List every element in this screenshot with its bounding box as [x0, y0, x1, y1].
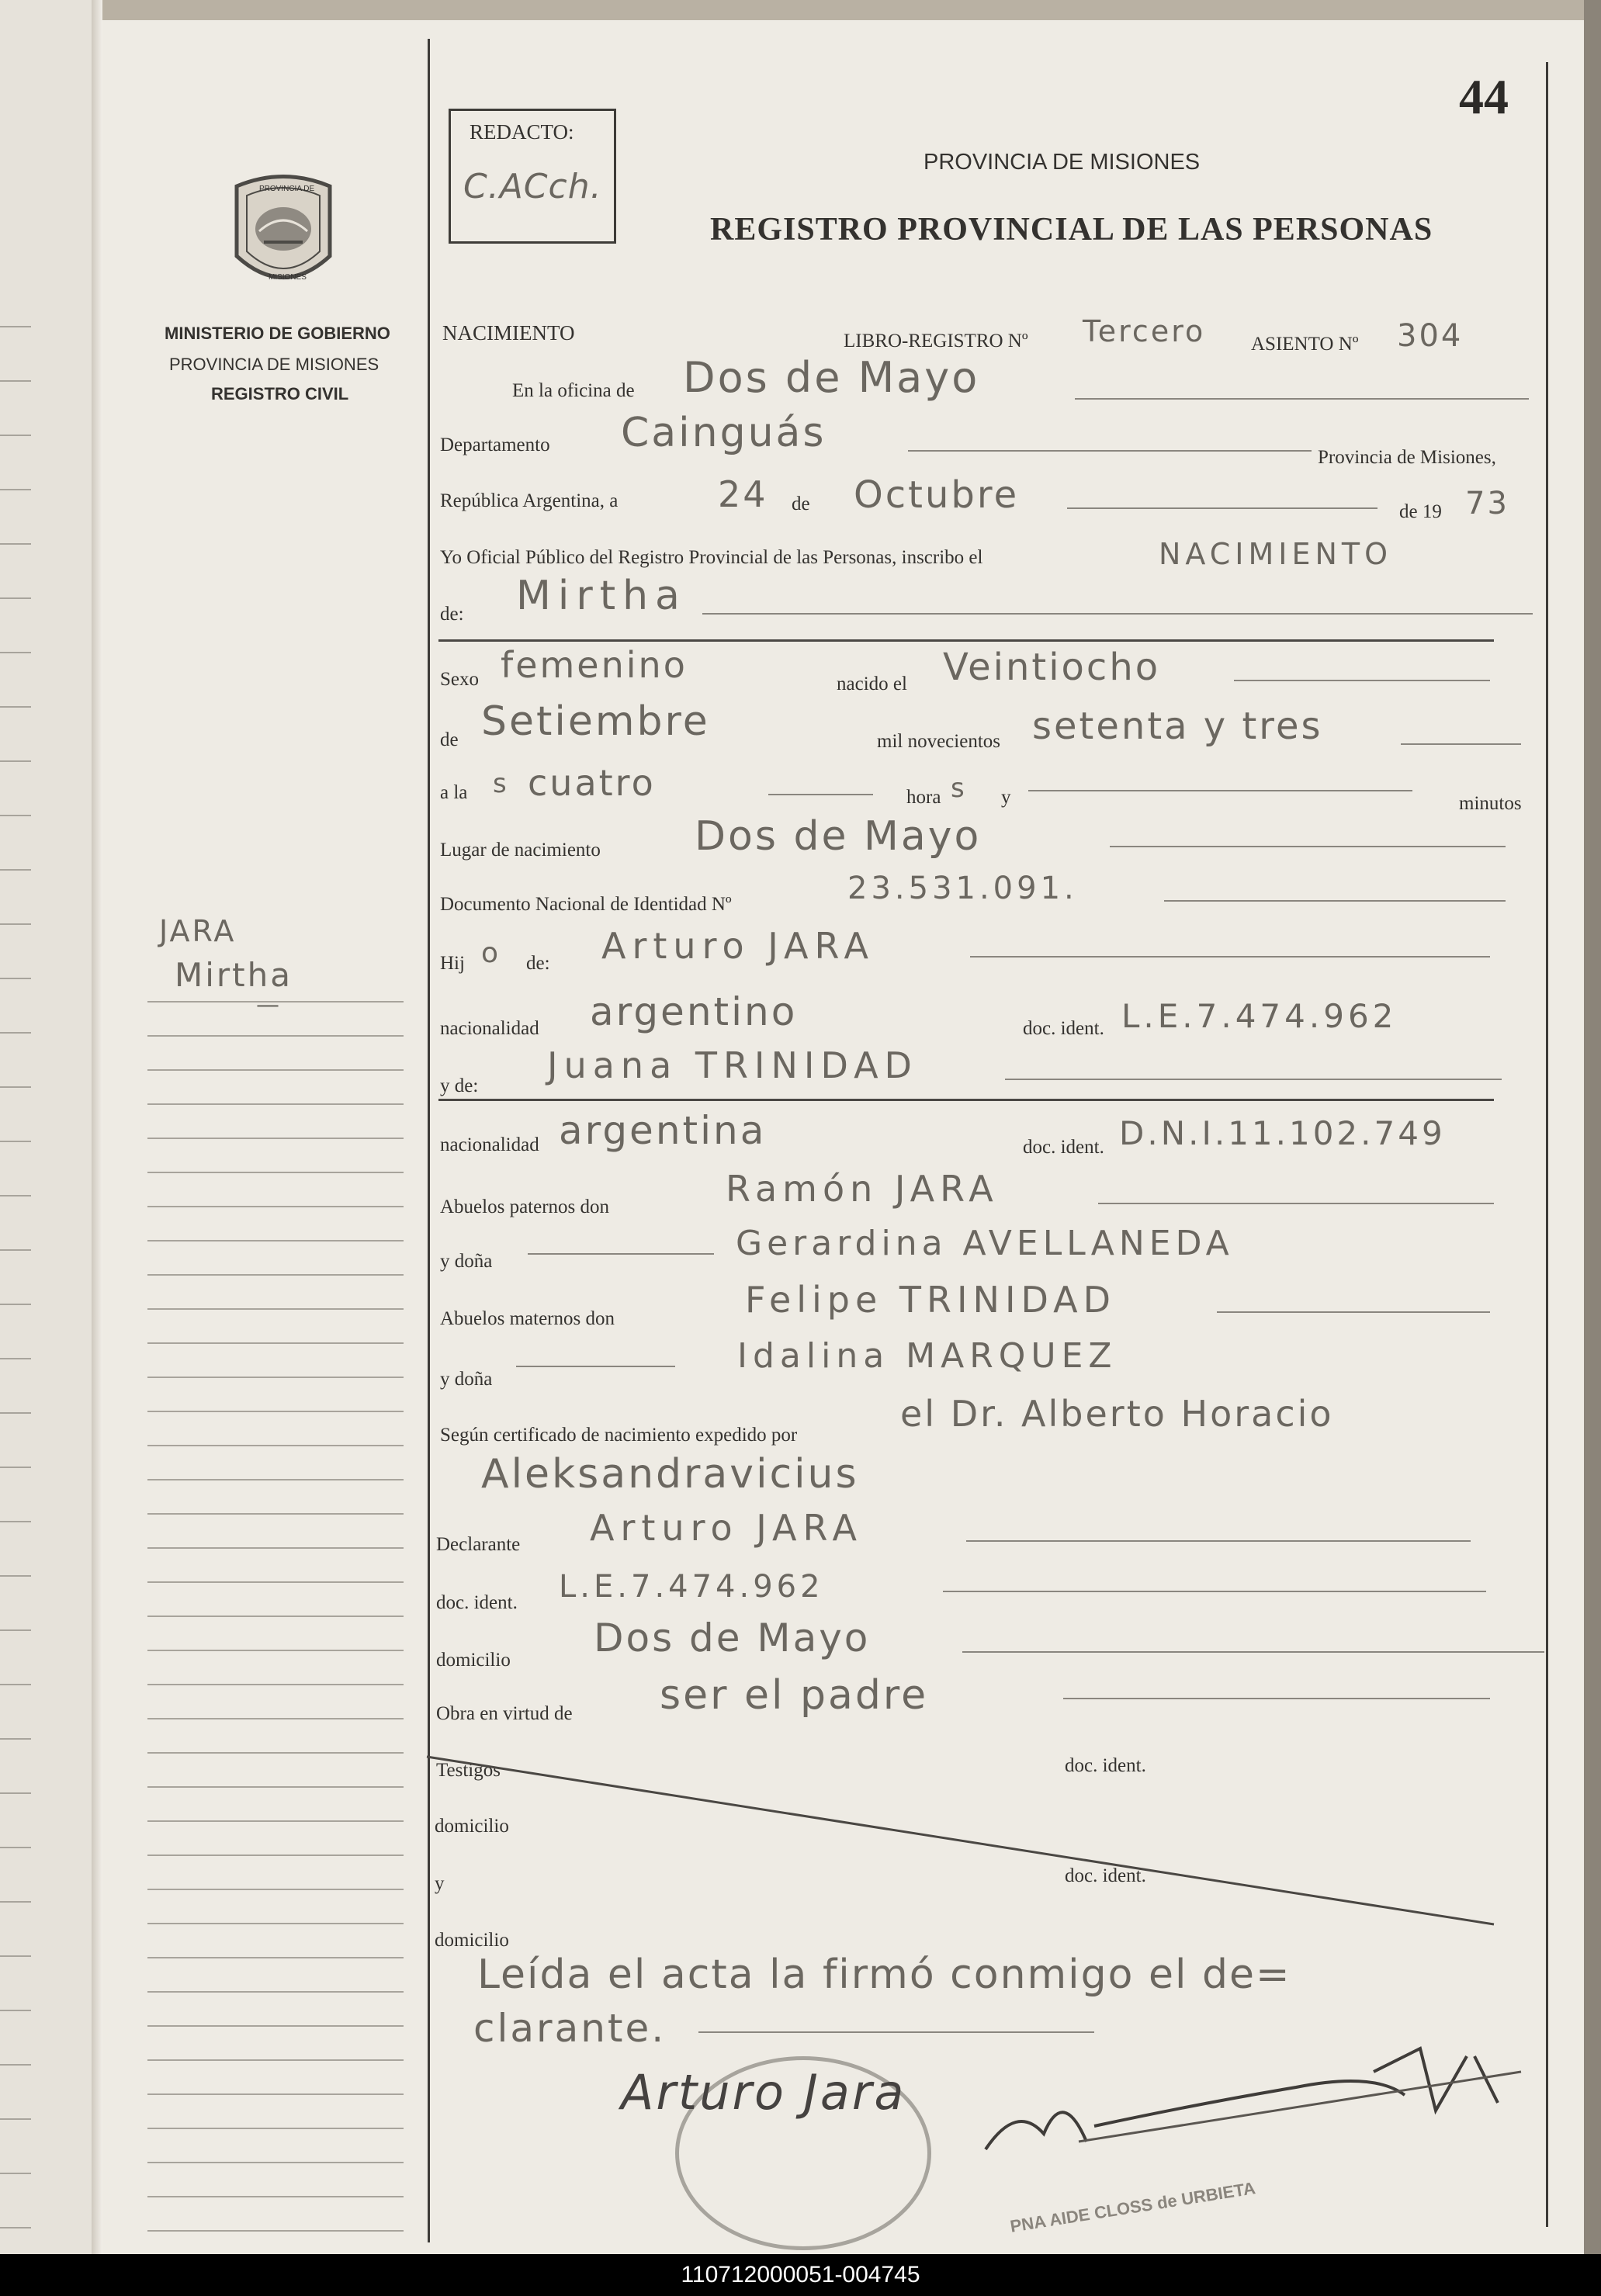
- nombre-label: de:: [440, 604, 464, 625]
- left-page-ruled-line: [0, 1086, 31, 1088]
- left-page-ruled-line: [0, 2118, 31, 2120]
- left-page-ruled-line: [0, 1955, 31, 1957]
- left-page-ruled-line: [0, 489, 31, 490]
- margin-ruled-line: [147, 1854, 404, 1856]
- margin-ruled-line: [147, 2093, 404, 2095]
- left-page-ruled-line: [0, 1032, 31, 1034]
- strike-through-line: [419, 1746, 1506, 1979]
- section-divider-2: [438, 1099, 1494, 1101]
- margin-ruled-line: [147, 1513, 404, 1515]
- lugar-label: Lugar de nacimiento: [440, 840, 601, 861]
- record-type-label: NACIMIENTO: [442, 321, 575, 345]
- anio-nac-value: setenta y tres: [1032, 705, 1323, 748]
- official-signature: [970, 2041, 1529, 2173]
- declarante-value: Arturo JARA: [590, 1507, 864, 1549]
- abuelo-paterno-value: Ramón JARA: [726, 1168, 999, 1210]
- hij-de-label: de:: [526, 953, 550, 974]
- margin-ruled-line: [147, 1684, 404, 1685]
- madre-doc-label: doc. ident.: [1023, 1137, 1104, 1158]
- oficina-blank: [1075, 398, 1529, 400]
- margin-note-surname: JARA: [159, 914, 237, 948]
- left-page-ruled-line: [0, 1521, 31, 1522]
- left-page-ruled-line: [0, 326, 31, 327]
- redacto-label: REDACTO:: [470, 120, 574, 144]
- book-fold: [92, 0, 102, 2254]
- margin-ruled-line: [147, 2196, 404, 2197]
- margin-ruled-line: [147, 2059, 404, 2061]
- left-page-ruled-line: [0, 543, 31, 545]
- minutos-label: minutos: [1459, 793, 1522, 814]
- margin-ruled-line: [147, 1206, 404, 1207]
- margin-ruled-line: [147, 1342, 404, 1344]
- departamento-blank: [908, 450, 1312, 452]
- obra-label: Obra en virtud de: [436, 1703, 573, 1724]
- dni-value: 23.531.091.: [847, 871, 1078, 906]
- oficina-value: Dos de Mayo: [683, 353, 980, 402]
- testigos-label: Testigos: [436, 1760, 501, 1781]
- lugar-blank: [1110, 846, 1506, 847]
- madre-doc-value: D.N.I.11.102.749: [1119, 1114, 1446, 1152]
- margin-ruled-line: [147, 1411, 404, 1412]
- left-page-ruled-line: [0, 1575, 31, 1577]
- hij-label: Hij: [440, 953, 465, 974]
- margin-ruled-line: [147, 1069, 404, 1071]
- left-page-ruled-line: [0, 978, 31, 979]
- margin-ruled-line: [147, 1274, 404, 1276]
- domicilio-label: domicilio: [436, 1650, 511, 1671]
- testigo-domicilio-label-2: domicilio: [435, 1930, 509, 1951]
- abuelo-materno-value: Felipe TRINIDAD: [745, 1279, 1117, 1321]
- abuelo-paterno-blank: [1098, 1203, 1494, 1204]
- left-page-ruled-line: [0, 1358, 31, 1359]
- left-page-ruled-line: [0, 2064, 31, 2066]
- left-page-ruled-line: [0, 652, 31, 653]
- book-top-edge: [0, 0, 1601, 20]
- left-page-ruled-line: [0, 1412, 31, 1414]
- nombre-value: Mirtha: [516, 573, 687, 619]
- nacido-label: nacido el: [837, 674, 907, 694]
- margin-note-dash: —: [256, 992, 282, 1019]
- departamento-label: Departamento: [440, 435, 550, 455]
- left-page-ruled-line: [0, 1792, 31, 1794]
- closing-line-2: clarante.: [473, 2006, 667, 2051]
- padre-nacionalidad-label: nacionalidad: [440, 1018, 539, 1039]
- left-page-ruled-line: [0, 869, 31, 871]
- abuela-materna-value: Idalina MARQUEZ: [737, 1336, 1118, 1376]
- madre-label: y de:: [440, 1075, 479, 1096]
- hora-suffix: s: [951, 773, 967, 804]
- header-province: PROVINCIA DE MISIONES: [924, 150, 1201, 175]
- left-page-ruled-line: [0, 435, 31, 436]
- padre-value: Arturo JARA: [601, 925, 875, 967]
- margin-ruled-line: [147, 1820, 404, 1822]
- hora-value: cuatro: [528, 762, 656, 804]
- left-page-ruled-line: [0, 2227, 31, 2228]
- padre-blank: [970, 956, 1490, 958]
- segun-value: el Dr. Alberto Horacio: [900, 1393, 1334, 1435]
- abuela-materna-label: y doña: [440, 1369, 493, 1390]
- closing-line-1: Leída el acta la firmó conmigo el de=: [477, 1951, 1291, 1998]
- madre-value: Juana TRINIDAD: [547, 1044, 918, 1086]
- libro-label: LIBRO-REGISTRO Nº: [844, 331, 1028, 351]
- ministry-line-3: REGISTRO CIVIL: [211, 384, 349, 403]
- nombre-blank: [702, 613, 1533, 615]
- departamento-value: Cainguás: [621, 410, 826, 456]
- margin-ruled-line: [147, 2128, 404, 2129]
- libro-value: Tercero: [1083, 314, 1206, 348]
- hora-label: hora: [906, 787, 941, 808]
- lugar-value: Dos de Mayo: [695, 813, 982, 860]
- margin-ruled-line: [147, 1581, 404, 1583]
- anio-nac-blank: [1401, 743, 1521, 745]
- testigo-doc-label-1: doc. ident.: [1065, 1755, 1146, 1776]
- left-page-ruled-line: [0, 1629, 31, 1631]
- abuelos-maternos-label: Abuelos maternos don: [440, 1308, 615, 1329]
- redacto-initials: C.ACch.: [463, 167, 602, 206]
- madre-nacionalidad-label: nacionalidad: [440, 1134, 539, 1155]
- yo-label: Yo Oficial Público del Registro Provincial de las Personas, inscribo el: [440, 547, 983, 568]
- padre-doc-label: doc. ident.: [1023, 1018, 1104, 1039]
- padre-doc-value: L.E.7.474.962: [1121, 997, 1398, 1035]
- ala-prefix: s: [493, 768, 509, 799]
- ministry-line-1: MINISTERIO DE GOBIERNO: [165, 324, 390, 343]
- declarante-doc-value: L.E.7.474.962: [559, 1569, 824, 1605]
- margin-ruled-line: [147, 2025, 404, 2027]
- margin-ruled-line: [147, 1035, 404, 1037]
- declarante-doc-label: doc. ident.: [436, 1592, 518, 1613]
- abuela-paterna-label: y doña: [440, 1251, 493, 1272]
- mil-novecientos-label: mil novecientos: [877, 731, 1000, 752]
- left-page-ruled-line: [0, 706, 31, 708]
- padre-nacionalidad-value: argentino: [590, 989, 798, 1034]
- form-right-border: [1546, 62, 1548, 2227]
- left-page-ruled-line: [0, 380, 31, 382]
- testigo-y-label: y: [435, 1873, 445, 1894]
- hora-blank: [768, 794, 873, 795]
- abuelo-materno-blank: [1217, 1311, 1490, 1313]
- coat-of-arms-seal: [225, 171, 341, 295]
- left-page-ruled-line: [0, 1467, 31, 1468]
- margin-ruled-line: [147, 1616, 404, 1617]
- minutos-blank: [1028, 790, 1412, 791]
- margin-ruled-line: [147, 1172, 404, 1173]
- ministry-line-2: PROVINCIA DE MISIONES: [169, 355, 379, 374]
- segun-value-2: Aleksandravicius: [481, 1451, 859, 1498]
- ala-label: a la: [440, 782, 468, 803]
- asiento-label: ASIENTO Nº: [1251, 334, 1359, 355]
- stamp-bottom-text: PNA AIDE CLOSS de URBIETA: [1008, 2178, 1257, 2236]
- left-page-ruled-line: [0, 815, 31, 816]
- yo-value: NACIMIENTO: [1159, 537, 1393, 571]
- declarante-label: Declarante: [436, 1534, 521, 1555]
- provincia-label: Provincia de Misiones,: [1318, 447, 1496, 468]
- testigo-doc-label-2: doc. ident.: [1065, 1865, 1146, 1886]
- seal-text-bottom: MISIONES: [269, 273, 307, 282]
- domicilio-blank: [962, 1651, 1544, 1653]
- redacto-box: [449, 109, 616, 244]
- dni-blank: [1164, 900, 1506, 902]
- de-anio-label: de 19: [1399, 501, 1442, 522]
- mes-blank: [1067, 507, 1377, 509]
- left-page-ruled-line: [0, 1195, 31, 1196]
- abuela-paterna-blank: [528, 1253, 714, 1255]
- left-page-ruled-line: [0, 1249, 31, 1251]
- madre-blank: [1005, 1079, 1502, 1080]
- margin-ruled-line: [147, 1718, 404, 1719]
- anio-value: 73: [1465, 486, 1509, 521]
- margin-ruled-line: [147, 1957, 404, 1958]
- section-divider-1: [438, 639, 1494, 642]
- mes-nac-value: Setiembre: [481, 698, 710, 745]
- margin-ruled-line: [147, 1138, 404, 1139]
- margin-ruled-line: [147, 1991, 404, 1993]
- page-number: 44: [1459, 69, 1509, 124]
- declarante-doc-blank: [943, 1591, 1486, 1592]
- left-page-ruled-line: [0, 1738, 31, 1740]
- oficina-label: En la oficina de: [512, 380, 635, 401]
- hij-suffix: o: [481, 937, 501, 969]
- document-code-footer: 110712000051-004745: [0, 2254, 1601, 2296]
- abuelos-paternos-label: Abuelos paternos don: [440, 1196, 610, 1217]
- margin-ruled-line: [147, 1786, 404, 1788]
- margin-ruled-line: [147, 1752, 404, 1754]
- declarante-blank: [966, 1540, 1471, 1542]
- left-page-ruled-line: [0, 1304, 31, 1305]
- margin-note-name: Mirtha: [175, 956, 293, 994]
- testigo-domicilio-label-1: domicilio: [435, 1816, 509, 1837]
- segun-label: Según certificado de nacimiento expedido por: [440, 1425, 798, 1446]
- margin-ruled-line: [147, 1377, 404, 1378]
- asiento-value: 304: [1397, 318, 1464, 354]
- left-page-ruled-line: [0, 760, 31, 762]
- margin-ruled-line: [147, 1445, 404, 1446]
- margin-ruled-line: [147, 1923, 404, 1924]
- domicilio-value: Dos de Mayo: [594, 1616, 871, 1661]
- abuela-paterna-value: Gerardina AVELLANEDA: [736, 1224, 1234, 1263]
- dni-label: Documento Nacional de Identidad Nº: [440, 894, 732, 915]
- margin-ruled-line: [147, 1103, 404, 1105]
- left-page-ruled-line: [0, 1901, 31, 1903]
- abuela-materna-blank: [516, 1366, 675, 1367]
- margin-ruled-line: [147, 1240, 404, 1242]
- left-page-ruled-line: [0, 1684, 31, 1685]
- left-page-ruled-line: [0, 2173, 31, 2174]
- republica-label: República Argentina, a: [440, 490, 619, 511]
- nacido-blank: [1234, 680, 1490, 681]
- margin-ruled-line: [147, 2162, 404, 2163]
- margin-ruled-line: [147, 2230, 404, 2232]
- header-registry: REGISTRO PROVINCIAL DE LAS PERSONAS: [710, 212, 1433, 248]
- de-label: de: [792, 493, 810, 514]
- left-page-ruled-line: [0, 597, 31, 599]
- madre-nacionalidad-value: argentina: [559, 1108, 767, 1153]
- left-page-ruled-line: [0, 1847, 31, 1848]
- margin-ruled-line: [147, 1650, 404, 1651]
- left-page-ruled-line: [0, 923, 31, 925]
- left-page-edge: [0, 0, 93, 2254]
- y-label: y: [1001, 787, 1011, 808]
- closing-blank: [698, 2031, 1094, 2033]
- nacido-value: Veintiocho: [943, 646, 1161, 689]
- mes-nac-label: de: [440, 729, 459, 750]
- right-book-edge: [1584, 0, 1601, 2254]
- dia-value: 24: [718, 473, 768, 515]
- margin-ruled-line: [147, 1889, 404, 1890]
- obra-blank: [1063, 1698, 1490, 1699]
- left-page-ruled-line: [0, 1141, 31, 1142]
- obra-value: ser el padre: [660, 1672, 929, 1719]
- margin-ruled-line: [147, 1547, 404, 1549]
- left-page-ruled-line: [0, 2010, 31, 2011]
- sexo-label: Sexo: [440, 669, 479, 690]
- margin-ruled-line: [147, 1308, 404, 1310]
- mes-value: Octubre: [854, 473, 1020, 517]
- margin-ruled-line: [147, 1479, 404, 1480]
- sexo-value: femenino: [501, 644, 688, 686]
- seal-text-top: PROVINCIA DE: [259, 185, 315, 193]
- signature-declarante: Arturo Jara: [621, 2064, 906, 2121]
